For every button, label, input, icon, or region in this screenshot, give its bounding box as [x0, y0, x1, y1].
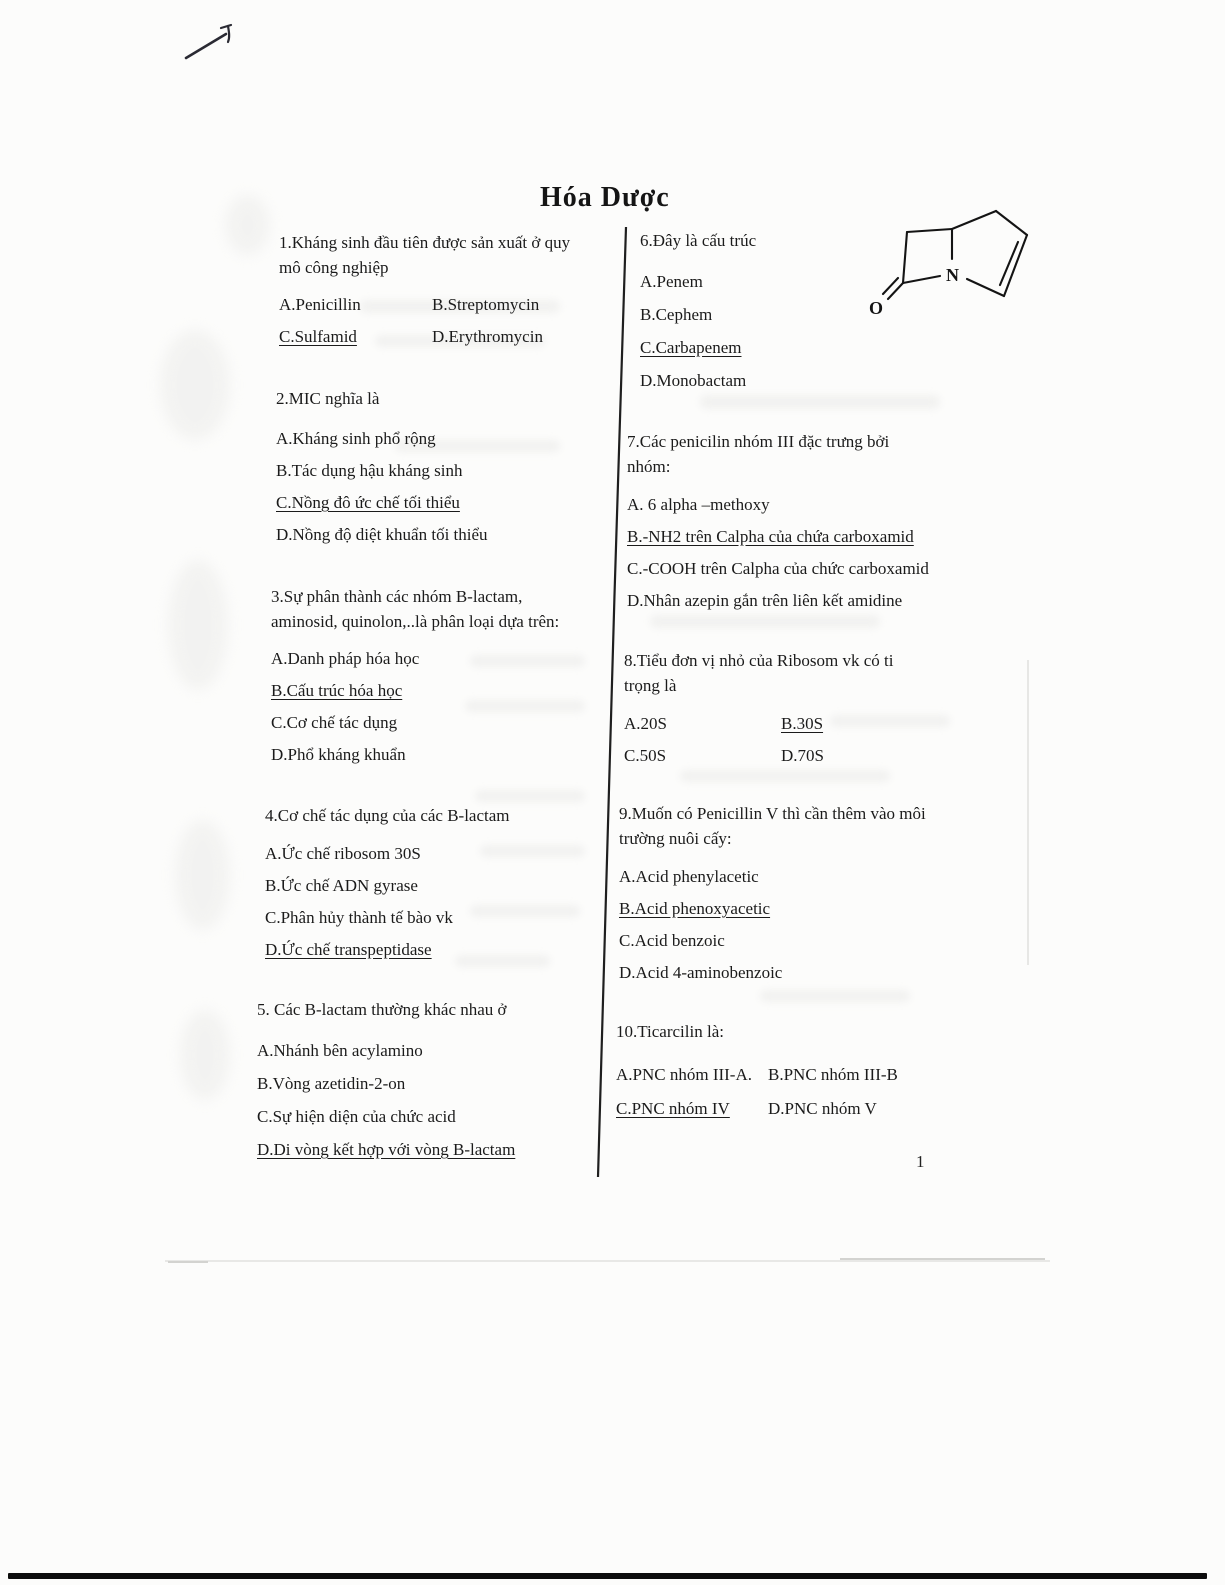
- scan-smudge: [160, 330, 230, 440]
- option-b-underlined: B.Cấu trúc hóa học: [271, 681, 403, 700]
- scan-edge-bar: [8, 1573, 1207, 1579]
- beta-lactam-structure-diagram: [855, 180, 1045, 325]
- options: [276, 423, 488, 551]
- option-d-underlined: D.Di vòng kết hợp với vòng B-lactam: [257, 1140, 516, 1159]
- question-text: 9.Muốn có Penicillin V thì cần thêm vào môi trường nuôi cấy:: [619, 804, 926, 848]
- options: [257, 1034, 515, 1166]
- question-3: [271, 584, 559, 771]
- oxygen-atom-label: O: [869, 298, 884, 318]
- question-text: 7.Các penicilin nhóm III đặc trưng bởi nhóm:: [627, 432, 890, 476]
- option-d: D.Monobactam: [640, 371, 747, 390]
- option-d: D.Nồng độ diệt khuẩn tối thiểu: [276, 525, 488, 544]
- page-edge-line: [1027, 660, 1029, 965]
- option-c: C.50S: [624, 746, 667, 765]
- option-a: A.PNC nhóm III-A.: [616, 1065, 752, 1084]
- question-4: [265, 803, 510, 966]
- option-d: D.Nhân azepin gắn trên liên kết amidine: [627, 591, 903, 610]
- options: [279, 289, 570, 353]
- option-a: A. 6 alpha –methoxy: [627, 495, 770, 514]
- fold-line-dash: [840, 1258, 1045, 1260]
- bleed-through-text: [760, 990, 910, 1002]
- page-title: Hóa Dược: [540, 182, 670, 213]
- bleed-through-text: [700, 395, 940, 409]
- option-c-underlined: C.Nồng đô ức chế tối thiểu: [276, 493, 460, 512]
- bleed-through-text: [475, 790, 585, 802]
- option-b: B.Vòng azetidin-2-on: [257, 1074, 406, 1093]
- question-2: [276, 386, 488, 551]
- options: [265, 838, 510, 966]
- option-c: C.Acid benzoic: [619, 931, 725, 950]
- question-1: [279, 230, 570, 353]
- option-b: B.Ức chế ADN gyrase: [265, 876, 418, 895]
- question-text: 3.Sự phân thành các nhóm B-lactam, aminosid, quinolon,..là phân loại dựa trên:: [271, 587, 560, 631]
- option-a: A.Acid phenylacetic: [619, 867, 759, 886]
- option-c: C.Phân hủy thành tế bào vk: [265, 908, 453, 927]
- option-c: C.-COOH trên Calpha của chức carboxamid: [627, 559, 929, 578]
- scan-smudge: [225, 195, 270, 255]
- question-text: 5. Các B-lactam thường khác nhau ở: [257, 1000, 507, 1019]
- question-6: [640, 228, 756, 397]
- option-a: A.Kháng sinh phổ rộng: [276, 429, 436, 448]
- option-b: B.Tác dụng hậu kháng sinh: [276, 461, 463, 480]
- question-9: [619, 801, 926, 989]
- option-a: A.Ức chế ribosom 30S: [265, 844, 421, 863]
- fold-line-dash: [168, 1261, 208, 1263]
- question-text: 2.MIC nghĩa là: [276, 389, 380, 408]
- option-d: D.Phổ kháng khuẩn: [271, 745, 406, 764]
- question-text: 4.Cơ chế tác dụng của các B-lactam: [265, 806, 510, 825]
- option-d: D.70S: [781, 746, 824, 765]
- option-b: B.Cephem: [640, 305, 713, 324]
- nitrogen-atom-label: N: [946, 265, 959, 285]
- option-c: C.Cơ chế tác dụng: [271, 713, 398, 732]
- option-a: A.Penem: [640, 272, 703, 291]
- options: [640, 265, 756, 397]
- option-c-underlined: C.Sulfamid: [279, 327, 357, 346]
- question-10: [616, 1019, 898, 1126]
- scan-smudge: [175, 820, 230, 930]
- question-text: 8.Tiểu đơn vị nhỏ của Ribosom vk có ti trọng là: [624, 651, 894, 695]
- page-number: 1: [916, 1152, 925, 1171]
- question-7: [627, 429, 929, 617]
- option-b: B.PNC nhóm III-B: [768, 1065, 898, 1084]
- option-c: C.Sự hiện diện của chức acid: [257, 1107, 456, 1126]
- question-text: 10.Ticarcilin là:: [616, 1022, 724, 1041]
- option-a: A.Penicillin: [279, 295, 361, 314]
- pen-mark: [0, 0, 260, 90]
- question-text: 1.Kháng sinh đầu tiên được sản xuất ở quy mô công nghiệp: [279, 233, 571, 277]
- option-d-underlined: D.Ức chế transpeptidase: [265, 940, 432, 959]
- option-b-underlined: B.-NH2 trên Calpha của chứa carboxamid: [627, 527, 914, 546]
- options: [624, 708, 894, 772]
- option-c-underlined: C.Carbapenem: [640, 338, 742, 357]
- option-d: D.PNC nhóm V: [768, 1099, 877, 1118]
- options: [616, 1058, 898, 1126]
- fold-line: [165, 1260, 1050, 1262]
- option-d: D.Erythromycin: [432, 327, 543, 346]
- question-text: 6.Đây là cấu trúc: [640, 231, 757, 250]
- option-a: A.Danh pháp hóa học: [271, 649, 420, 668]
- option-b: B.Streptomycin: [432, 295, 540, 314]
- scan-smudge: [168, 560, 228, 690]
- option-b-underlined: B.30S: [781, 714, 824, 733]
- options: [627, 489, 929, 617]
- options: [619, 861, 926, 989]
- question-5: [257, 997, 515, 1166]
- scan-smudge: [180, 1010, 230, 1100]
- options: [271, 643, 559, 771]
- option-a: A.20S: [624, 714, 667, 733]
- option-c-underlined: C.PNC nhóm IV: [616, 1099, 730, 1118]
- option-a: A.Nhánh bên acylamino: [257, 1041, 423, 1060]
- option-d: D.Acid 4-aminobenzoic: [619, 963, 783, 982]
- question-8: [624, 648, 894, 772]
- option-b-underlined: B.Acid phenoxyacetic: [619, 899, 771, 918]
